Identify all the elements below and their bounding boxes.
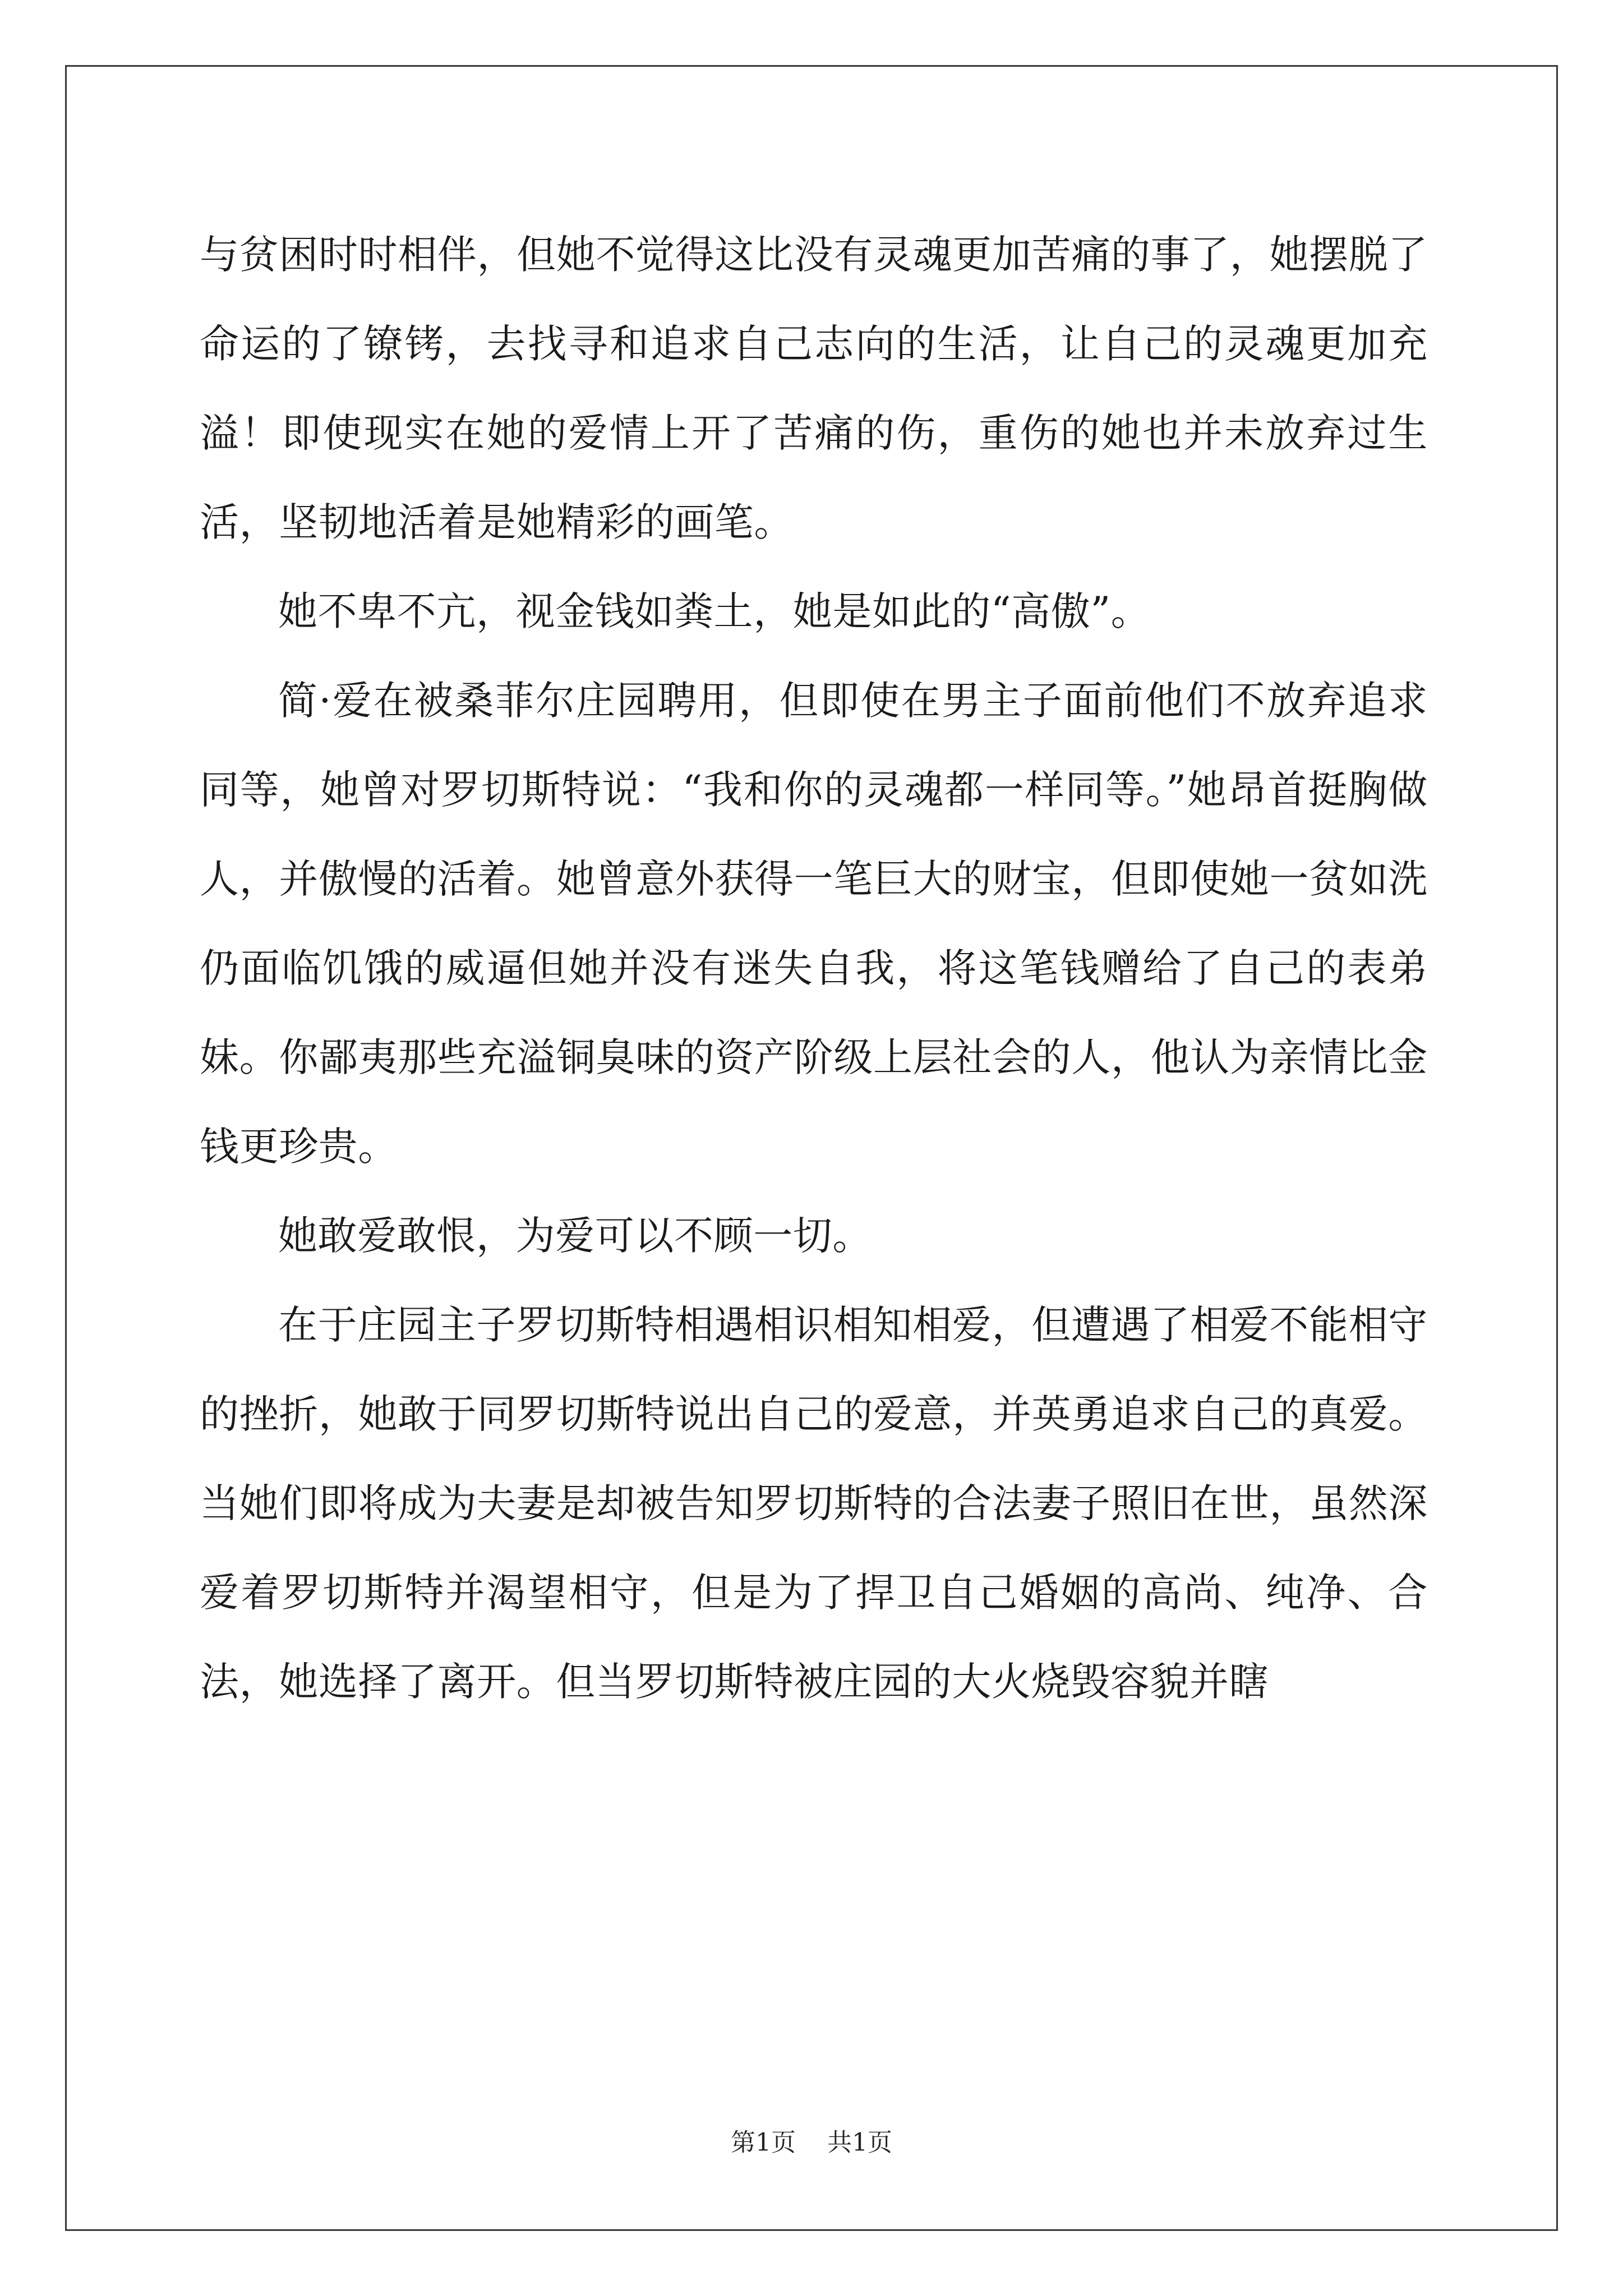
- total-pages: 共1页: [827, 2128, 892, 2157]
- paragraph-3: 简·爱在被桑菲尔庄园聘用，但即使在男主子面前他们不放弃追求同等，她曾对罗切斯特说：“我和你的灵魂都一样同等。”她昂首挺胸做人，并傲慢的活着。她曾意外获得一笔巨大的财宝，但即使她一贫如洗仍面临饥饿的威逼但她并没有迷失自我，将这笔钱赠给了自己的表弟妹。你鄙夷那些充溢铜臭味的资产阶级上层社会的人，他认为亲情比金钱更珍贵。: [200, 678, 1428, 1170]
- page-footer: [0, 2126, 1623, 2160]
- document-body: [200, 210, 1428, 1727]
- paragraph-1: 与贫困时时相伴，但她不觉得这比没有灵魂更加苦痛的事了，她摆脱了命运的了镣铐，去找寻和追求自己志向的生活，让自己的灵魂更加充溢！即使现实在她的爱情上开了苦痛的伤，重伤的她也并未放弃过生活，坚韧地活着是她精彩的画笔。: [200, 232, 1428, 545]
- paragraph-2: 她不卑不亢，视金钱如粪土，她是如此的“高傲”。: [278, 588, 1151, 634]
- page-number: 第1页: [731, 2128, 796, 2157]
- paragraph-4: 她敢爱敢恨，为爱可以不顾一切。: [278, 1213, 872, 1259]
- paragraph-5: 在于庄园主子罗切斯特相遇相识相知相爱，但遭遇了相爱不能相守的挫折，她敢于同罗切斯特说出自己的爱意，并英勇追求自己的真爱。当她们即将成为夫妻是却被告知罗切斯特的合法妻子照旧在世，虽然深爱着罗切斯特并渴望相守，但是为了捍卫自己婚姻的高尚、纯净、合法，她选择了离开。但当罗切斯特被庄园的大火烧毁容貌并瞎: [200, 1302, 1428, 1705]
